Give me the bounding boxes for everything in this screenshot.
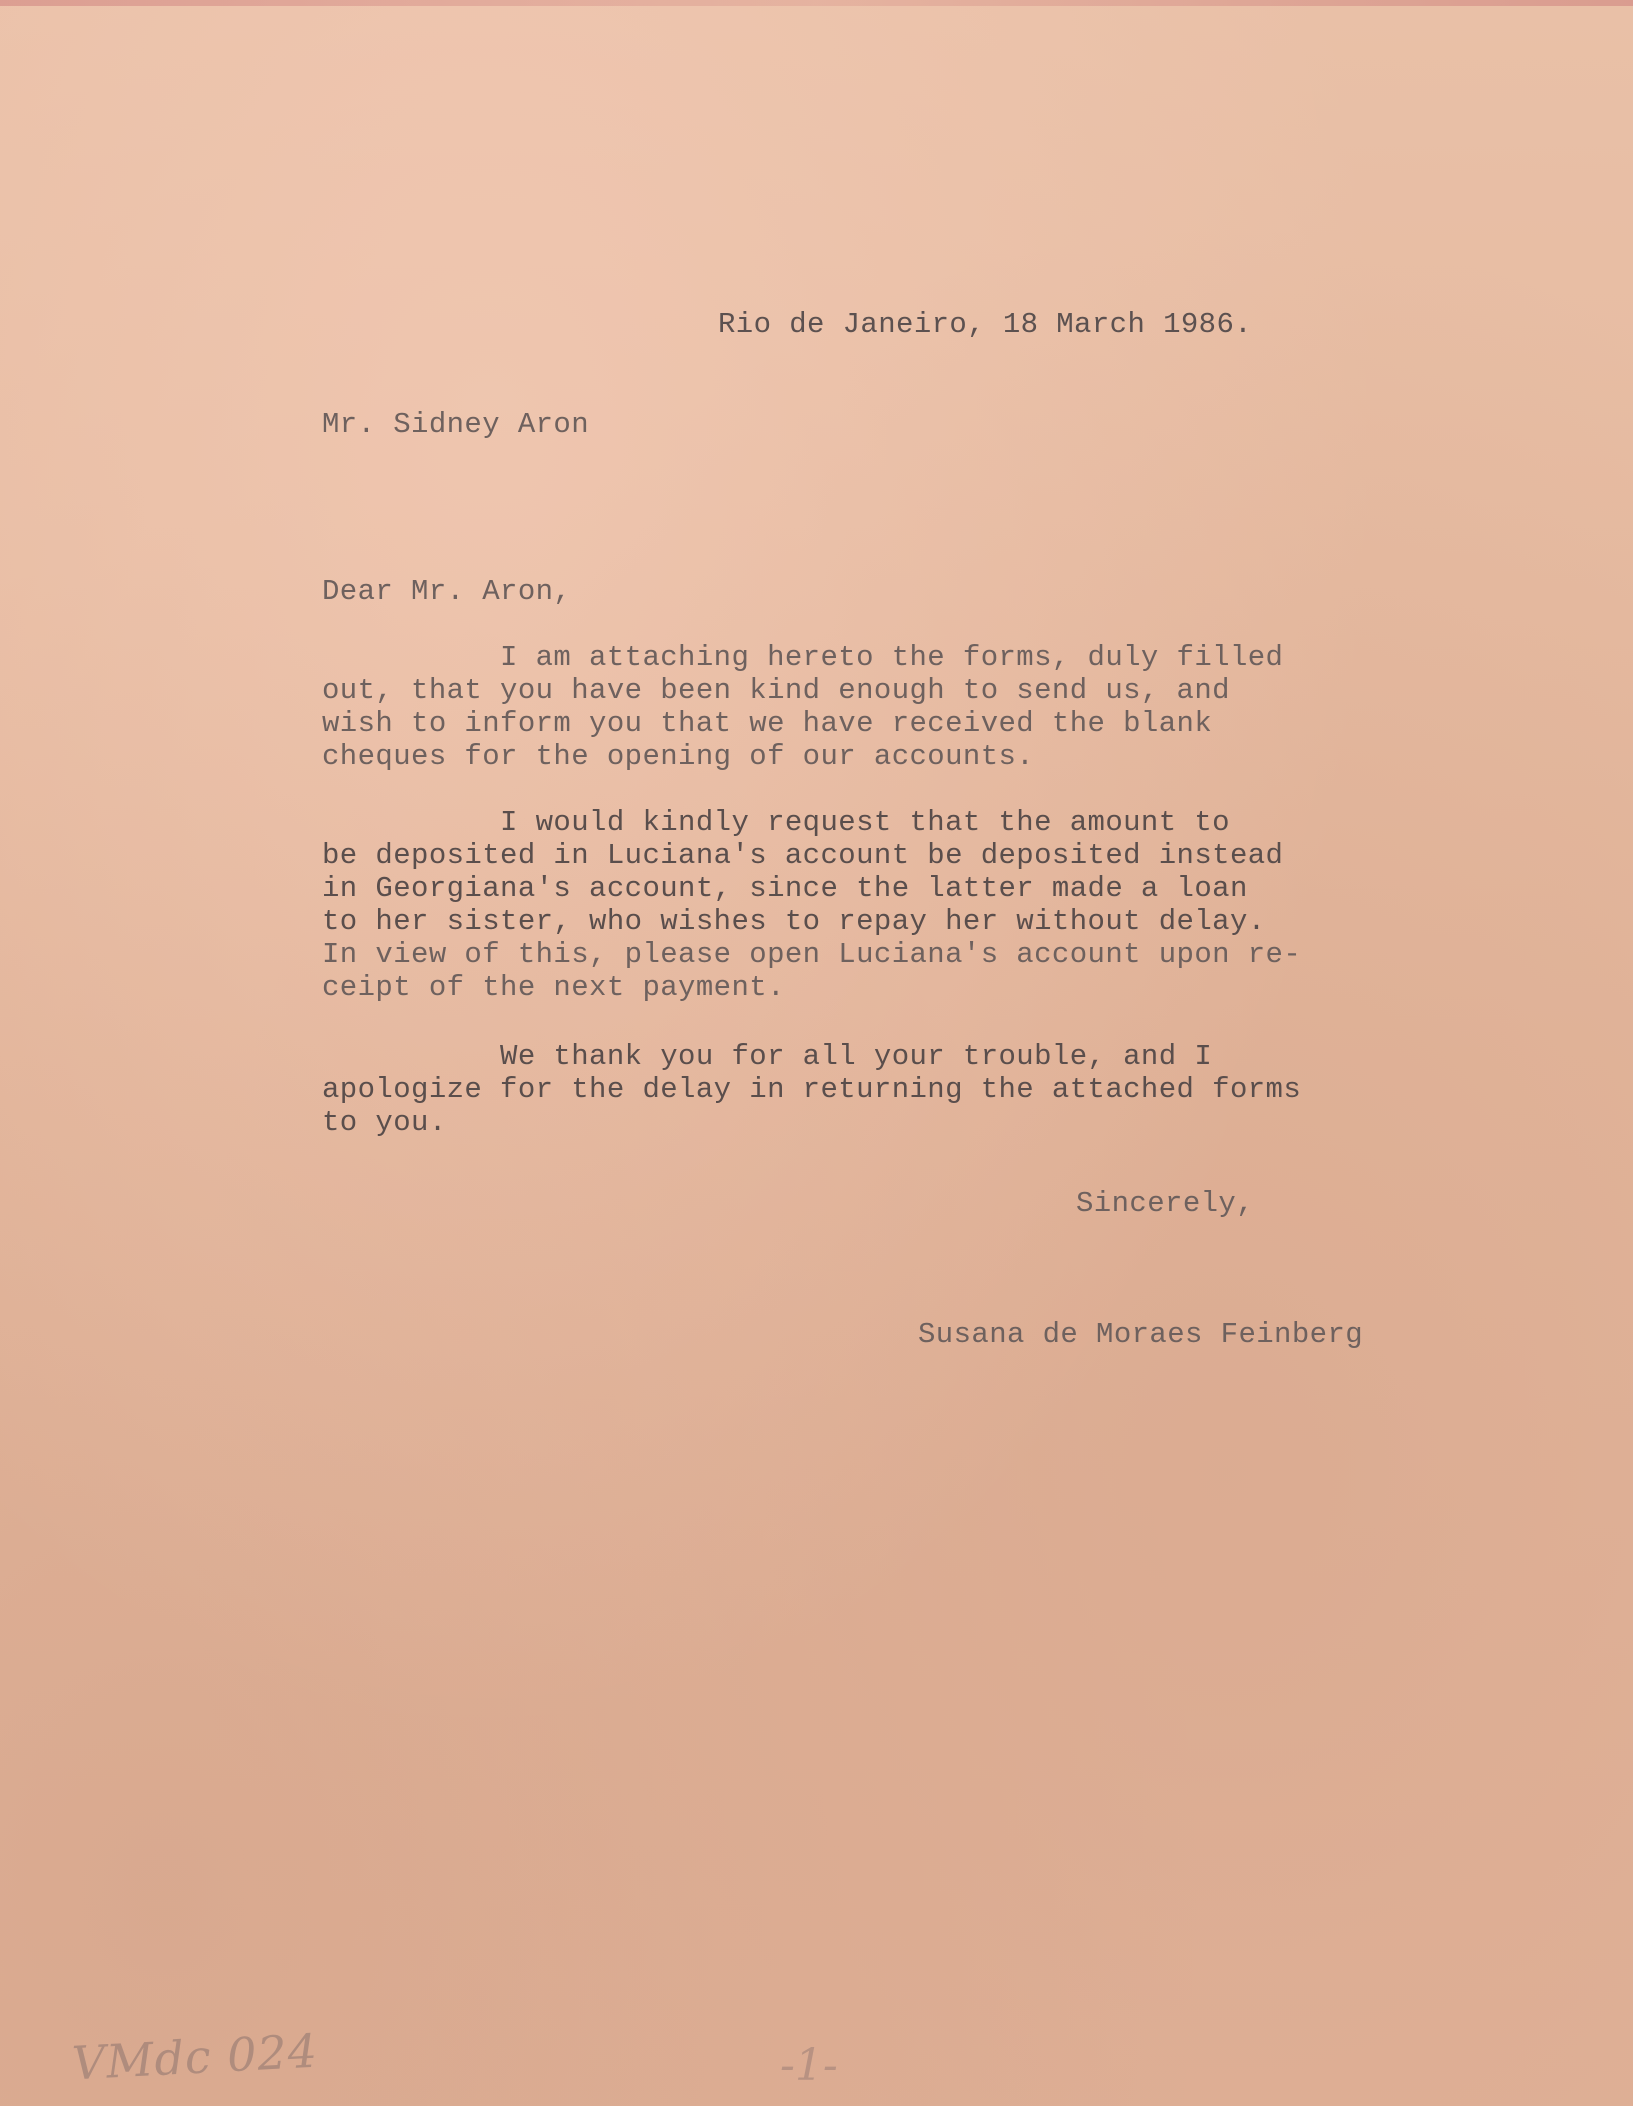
paragraph-line: I am attaching hereto the forms, duly filled [322,641,1284,674]
archive-mark: VMdc 024 [70,2023,320,2091]
paragraph-line: in Georgiana's account, since the latter made a loan [322,872,1248,905]
paragraph-line: apologize for the delay in returning the attached forms [322,1073,1302,1106]
paragraph-line: In view of this, please open Luciana's account upon re- [322,938,1302,971]
paragraph-line: I would kindly request that the amount to [322,806,1230,839]
paragraph-line: to you. [322,1106,447,1139]
page-number: -1- [780,2040,838,2091]
closing: Sincerely, [1076,1187,1255,1220]
signature-name: Susana de Moraes Feinberg [918,1318,1364,1351]
paragraph-line: cheques for the opening of our accounts. [322,740,1035,773]
paragraph-2 [322,806,1301,1004]
paragraph-line: be deposited in Luciana's account be deposited instead [322,839,1284,872]
paper-top-edge [0,0,1633,6]
salutation: Dear Mr. Aron, [322,575,572,608]
paragraph-3 [322,1040,1301,1139]
paragraph-line: wish to inform you that we have received the blank [322,707,1213,740]
paragraph-line: out, that you have been kind enough to send us, and [322,674,1230,707]
paragraph-line: We thank you for all your trouble, and I [322,1040,1213,1073]
recipient-name: Mr. Sidney Aron [322,408,590,441]
paragraph-line: to her sister, who wishes to repay her without delay. [322,905,1266,938]
paragraph-1 [322,641,1283,773]
paragraph-line: ceipt of the next payment. [322,971,785,1004]
date-line: Rio de Janeiro, 18 March 1986. [718,308,1253,341]
